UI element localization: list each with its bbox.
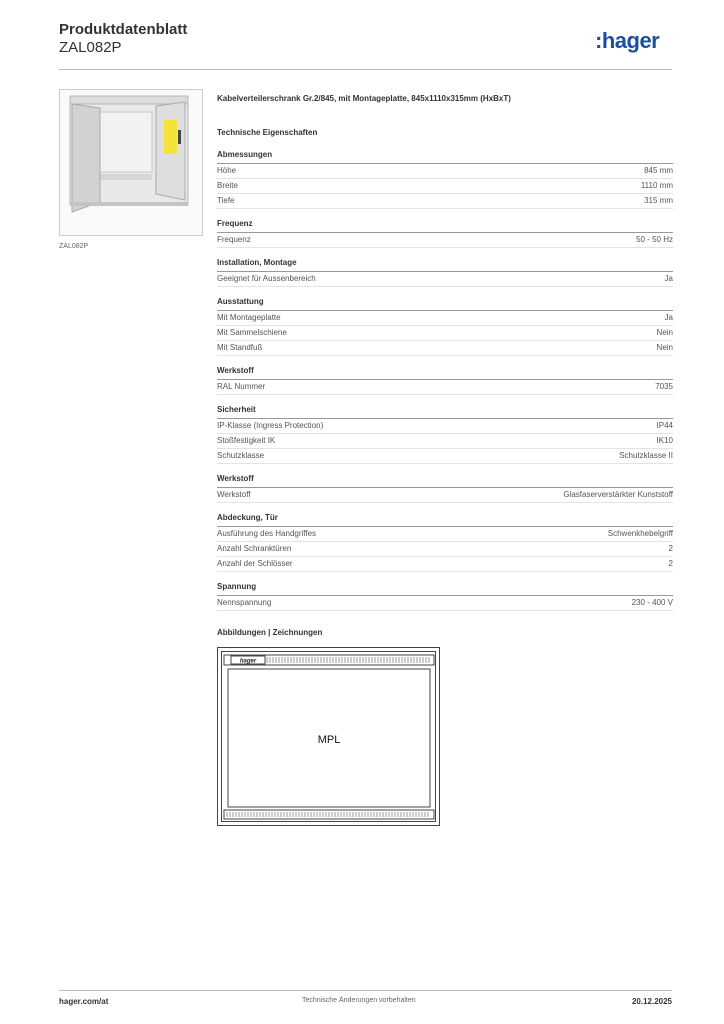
section-title: Sicherheit — [217, 404, 673, 419]
property-label: Breite — [217, 181, 238, 190]
product-description: Kabelverteilerschrank Gr.2/845, mit Montageplatte, 845x1110x315mm (HxBxT) — [217, 94, 511, 103]
mpl-label: MPL — [317, 734, 341, 746]
property-value: Nein — [656, 328, 673, 337]
property-label: Geeignet für Aussenbereich — [217, 274, 316, 283]
drawing-brand-label: hager — [239, 658, 257, 665]
property-row — [217, 596, 673, 611]
hager-logo: :hager — [595, 28, 660, 53]
property-label: Anzahl Schranktüren — [217, 544, 292, 553]
tech-heading: Technische Eigenschaften — [217, 128, 318, 137]
section — [217, 149, 673, 209]
section — [217, 473, 673, 503]
property-label: Höhe — [217, 166, 237, 175]
logo-dots-icon: : — [595, 28, 602, 53]
section — [217, 296, 673, 356]
product-details — [217, 94, 673, 611]
drawing-svg — [217, 647, 441, 827]
property-value: Ja — [664, 274, 673, 283]
property-label: Ausführung des Handgriffes — [217, 529, 317, 538]
property-value: 2 — [668, 544, 673, 553]
section — [217, 218, 673, 248]
section-title: Installation, Montage — [217, 257, 673, 272]
property-row — [217, 179, 673, 194]
product-code: ZAL082P — [59, 39, 122, 56]
property-row — [217, 527, 673, 542]
property-value: 230 - 400 V — [631, 598, 673, 607]
property-row — [217, 326, 673, 341]
property-row — [217, 272, 673, 287]
footer-disclaimer: Technische Änderungen vorbehalten — [302, 997, 416, 1004]
property-row — [217, 233, 673, 248]
section — [217, 512, 673, 572]
property-label: Schutzklasse — [217, 451, 265, 460]
section-title: Werkstoff — [217, 365, 673, 380]
property-label: Tiefe — [217, 196, 235, 205]
property-value: 1110 mm — [640, 181, 673, 190]
property-value: 7035 — [655, 382, 673, 391]
property-value: 845 mm — [644, 166, 673, 175]
property-value: Nein — [656, 343, 673, 352]
property-label: Mit Sammelschiene — [217, 328, 287, 337]
property-value: Glasfaserverstärkter Kunststoff — [563, 490, 673, 499]
footer-divider — [59, 990, 672, 991]
section — [217, 404, 673, 464]
section — [217, 365, 673, 395]
property-row — [217, 542, 673, 557]
property-value: 315 mm — [644, 196, 673, 205]
cabinet-illustration — [60, 90, 202, 235]
property-value: IK10 — [656, 436, 673, 445]
section — [217, 257, 673, 287]
product-image — [59, 89, 203, 236]
property-sections — [217, 149, 673, 611]
property-row — [217, 311, 673, 326]
header-divider — [59, 69, 672, 70]
property-label: RAL Nummer — [217, 382, 266, 391]
property-row — [217, 557, 673, 572]
drawings-title: Abbildungen | Zeichnungen — [217, 628, 323, 637]
property-value: Schwenkhebelgriff — [607, 529, 673, 538]
section-title: Ausstattung — [217, 296, 673, 311]
property-value: 50 - 50 Hz — [636, 235, 673, 244]
image-caption: ZAL082P — [59, 243, 89, 250]
footer-website[interactable]: hager.com/at — [59, 997, 109, 1006]
property-row — [217, 434, 673, 449]
property-label: Anzahl der Schlösser — [217, 559, 293, 568]
technical-drawing — [217, 647, 441, 832]
property-label: Mit Standfuß — [217, 343, 263, 352]
property-label: IP-Klasse (Ingress Protection) — [217, 421, 324, 430]
section-title: Abdeckung, Tür — [217, 512, 673, 527]
property-value: Ja — [664, 313, 673, 322]
property-label: Stoßfestigkeit IK — [217, 436, 276, 445]
section-title: Spannung — [217, 581, 673, 596]
property-label: Frequenz — [217, 235, 251, 244]
property-row — [217, 449, 673, 464]
section-title: Werkstoff — [217, 473, 673, 488]
property-value: Schutzklasse II — [619, 451, 673, 460]
section-title: Frequenz — [217, 218, 673, 233]
top-rail-ticks — [267, 657, 429, 663]
property-label: Nennspannung — [217, 598, 272, 607]
property-row — [217, 419, 673, 434]
section-title: Abmessungen — [217, 149, 673, 164]
property-value: IP44 — [656, 421, 673, 430]
footer-date: 20.12.2025 — [631, 997, 672, 1006]
page-title: Produktdatenblatt — [59, 21, 188, 38]
property-row — [217, 488, 673, 503]
property-label: Mit Montageplatte — [217, 313, 281, 322]
section — [217, 581, 673, 611]
property-value: 2 — [668, 559, 673, 568]
property-row — [217, 194, 673, 209]
property-row — [217, 164, 673, 179]
property-label: Werkstoff — [217, 490, 251, 499]
property-row — [217, 341, 673, 356]
property-row — [217, 380, 673, 395]
